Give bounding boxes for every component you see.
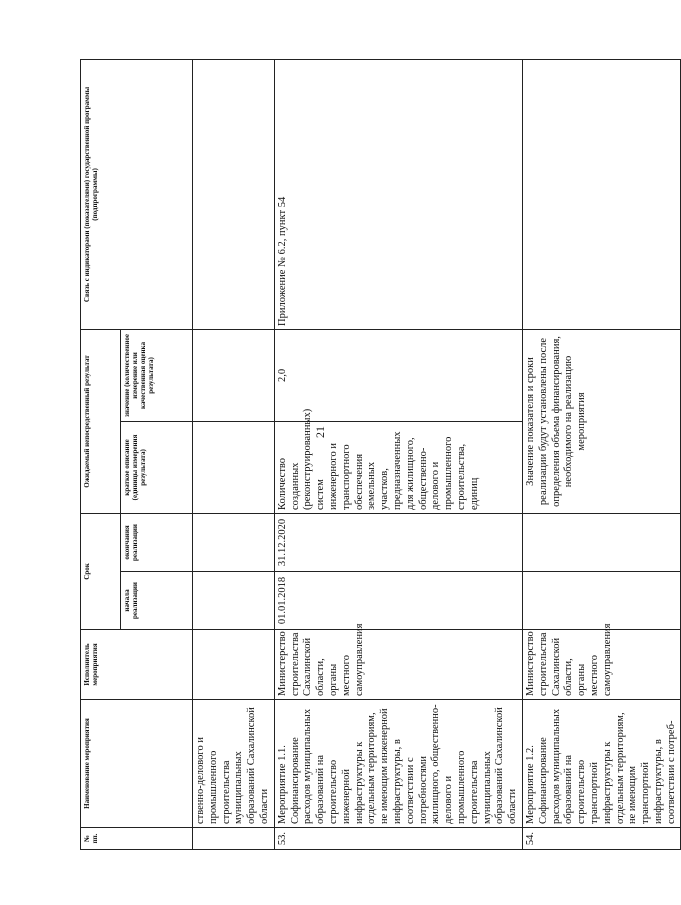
header-num: № пп. bbox=[81, 828, 193, 850]
row-executor bbox=[193, 630, 275, 700]
row-link bbox=[522, 59, 681, 329]
row-result-value bbox=[193, 329, 275, 421]
header-term-start: начала реализации bbox=[121, 572, 193, 630]
row-start bbox=[193, 572, 275, 630]
header-executor: Исполнитель мероприятия bbox=[81, 630, 193, 700]
header-result-desc: краткое описание (единицы измерения результата) bbox=[121, 421, 193, 513]
row-start bbox=[522, 572, 681, 630]
table-row bbox=[193, 59, 275, 849]
row-result-desc: Количество созданных (реконструированных) систем инженерного и транспортного обеспечения земельных участков, предназначенных для жилищного, общественно-делового и промышленного строительства, единиц bbox=[274, 421, 522, 513]
header-result-value: значение (количественное измерение или качественная оценка результата) bbox=[121, 329, 193, 421]
row-num: 54. bbox=[522, 828, 681, 850]
row-end bbox=[522, 513, 681, 571]
header-result: Ожидаемый непосредственный результат bbox=[81, 329, 121, 513]
header-term: Срок bbox=[81, 513, 121, 629]
row-name: ственно-делового и промышленного строительства муниципальных образований Сахалинской области bbox=[193, 700, 275, 828]
row-end bbox=[193, 513, 275, 571]
row-link bbox=[193, 59, 275, 329]
row-end: 31.12.2020 bbox=[274, 513, 522, 571]
row-link: Приложение № 6.2, пункт 54 bbox=[274, 59, 522, 329]
header-term-end: окончания реализации bbox=[121, 513, 193, 571]
landscape-table-sheet bbox=[80, 60, 677, 850]
page-number: 21 bbox=[313, 426, 327, 438]
row-name: Мероприятие 1.2. Софинансирование расходов муниципальных образований на строительство транспортной инфраструктуры к отдельным территориям, не имеющим транспортной инфраструктуры, в соответствии с потреб- bbox=[522, 700, 681, 828]
row-num: 53. bbox=[274, 828, 522, 850]
header-name: Наименование мероприятия bbox=[81, 700, 193, 828]
row-executor: Министерство строительства Сахалинской области, органы местного самоуправления bbox=[274, 630, 522, 700]
row-num bbox=[193, 828, 275, 850]
row-name: Мероприятие 1.1. Софинансирование расходов муниципальных образований на строительство инженерной инфраструктуры к отдельным территориям, не имеющим инженерной инфраструктуры, в соответствии с потребностями жилищного, общественно-делового и промышленного строительства муниципальных образований Сахалинской области bbox=[274, 700, 522, 828]
row-result-desc: Значение показателя и сроки реализации будут установлены после определения объема финансирования, необходимого на реализацию мероприятия bbox=[522, 329, 681, 513]
row-result-value: 2,0 bbox=[274, 329, 522, 421]
table-row bbox=[522, 59, 681, 849]
row-executor: Министерство строительства Сахалинской области, органы местного самоуправления bbox=[522, 630, 681, 700]
row-start: 01.01.2018 bbox=[274, 572, 522, 630]
table-row bbox=[274, 59, 522, 849]
row-result-desc bbox=[193, 421, 275, 513]
header-link: Связь с индикаторами (показателями) государственной программы (подпрограммы) bbox=[81, 59, 193, 329]
activities-table bbox=[80, 59, 681, 850]
